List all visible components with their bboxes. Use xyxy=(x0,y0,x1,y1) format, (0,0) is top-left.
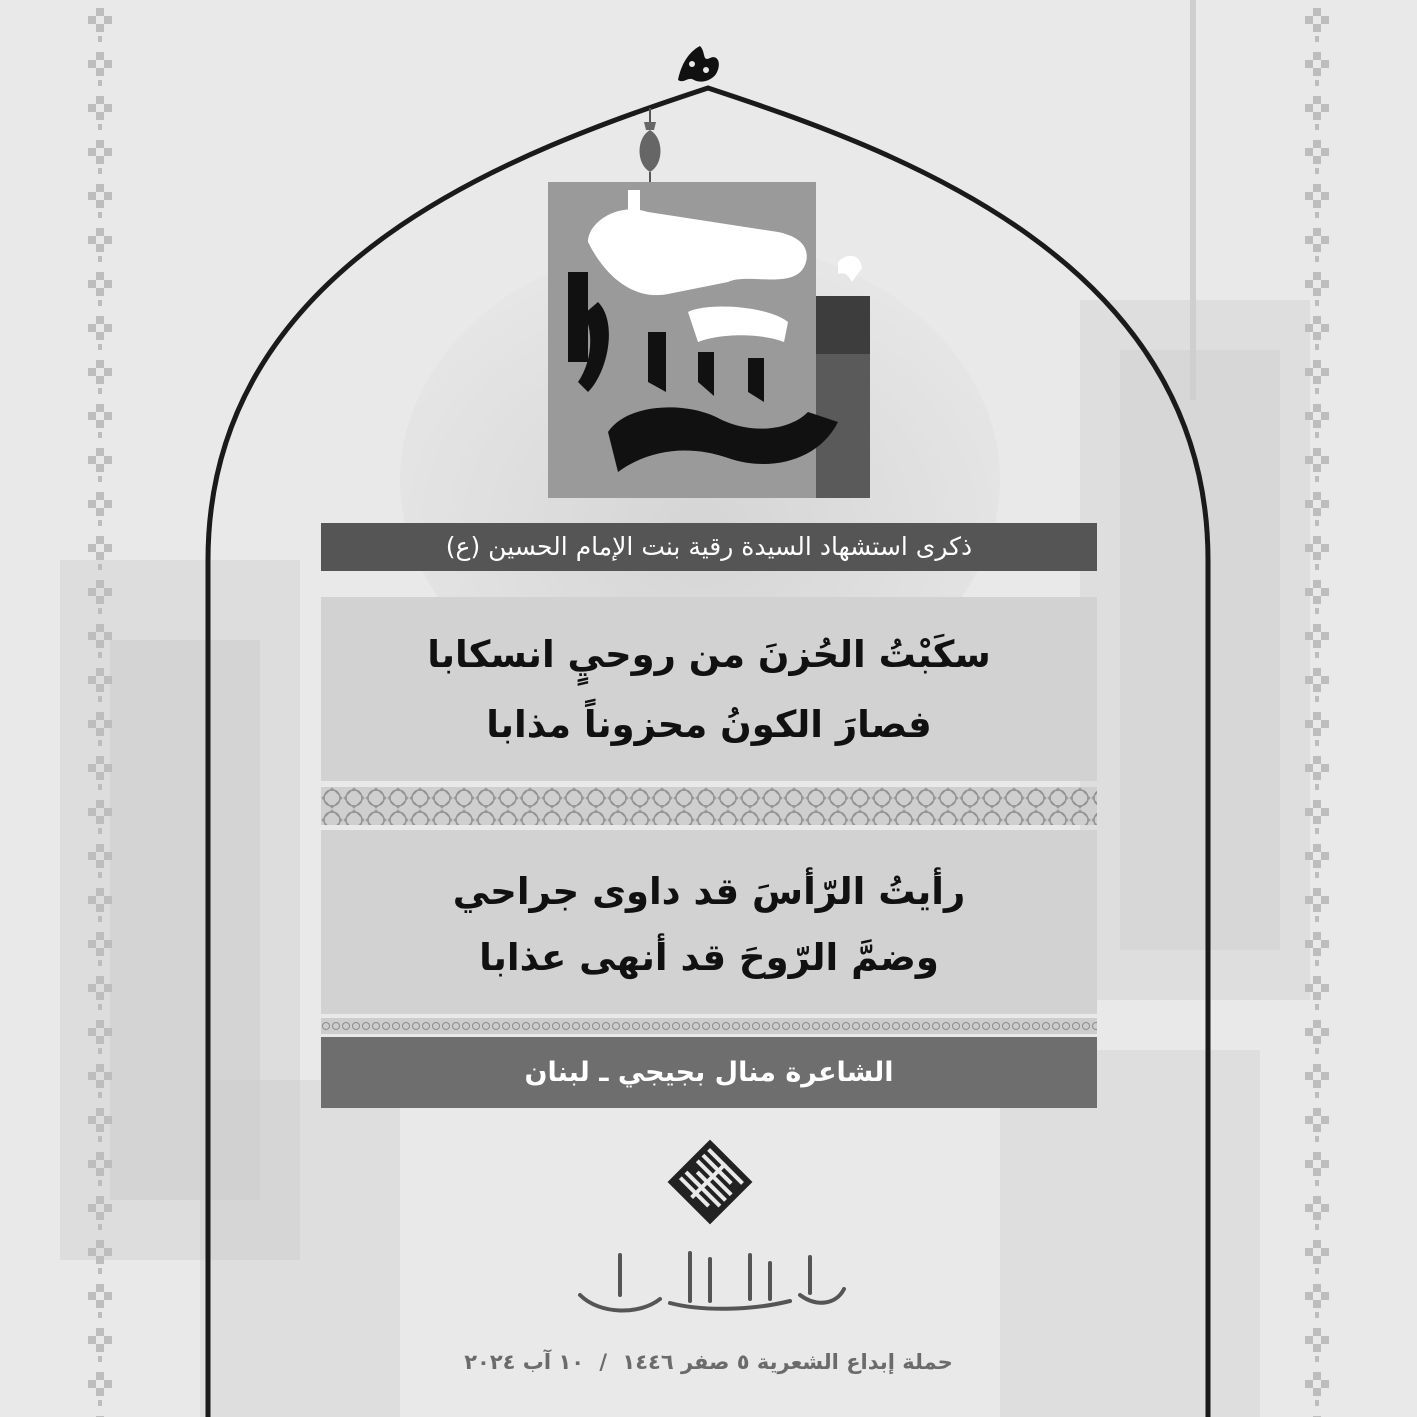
title-calligraphy xyxy=(548,182,870,498)
verse-1-line-1: سكَبْتُ الحُزنَ من روحيٍ انسكابا xyxy=(427,633,991,676)
geometric-pattern-divider xyxy=(321,787,1097,825)
calligraphy-logo-icon xyxy=(672,40,728,88)
campaign-text: حملة إبداع الشعرية ٥ صفر ١٤٤٦ xyxy=(622,1350,953,1374)
campaign-footer xyxy=(0,1344,1417,1380)
verse-box-1 xyxy=(321,597,1097,781)
verse-2-line-1: رأيتُ الرّأسَ قد داوى جراحي xyxy=(452,870,966,913)
verse-2-line-2: وضمَّ الرّوحَ قد أنهى عذابا xyxy=(479,936,939,979)
occasion-title: ذكرى استشهاد السيدة رقية بنت الإمام الحسين (ع) xyxy=(321,523,1097,571)
verse-box-2 xyxy=(321,830,1097,1014)
campaign-date: ١٠ آب ٢٠٢٤ xyxy=(464,1350,585,1374)
kufic-square-logo-icon xyxy=(666,1138,754,1226)
verse-1-line-2: فصارَ الكونُ محزوناً مذابا xyxy=(486,703,932,746)
hanging-lantern-icon xyxy=(630,108,670,190)
thin-pattern-divider xyxy=(321,1018,1097,1034)
poet-credit: الشاعرة منال بجيجي ـ لبنان xyxy=(321,1037,1097,1108)
association-calligraphy xyxy=(560,1245,860,1325)
footer-separator: / xyxy=(599,1350,608,1374)
